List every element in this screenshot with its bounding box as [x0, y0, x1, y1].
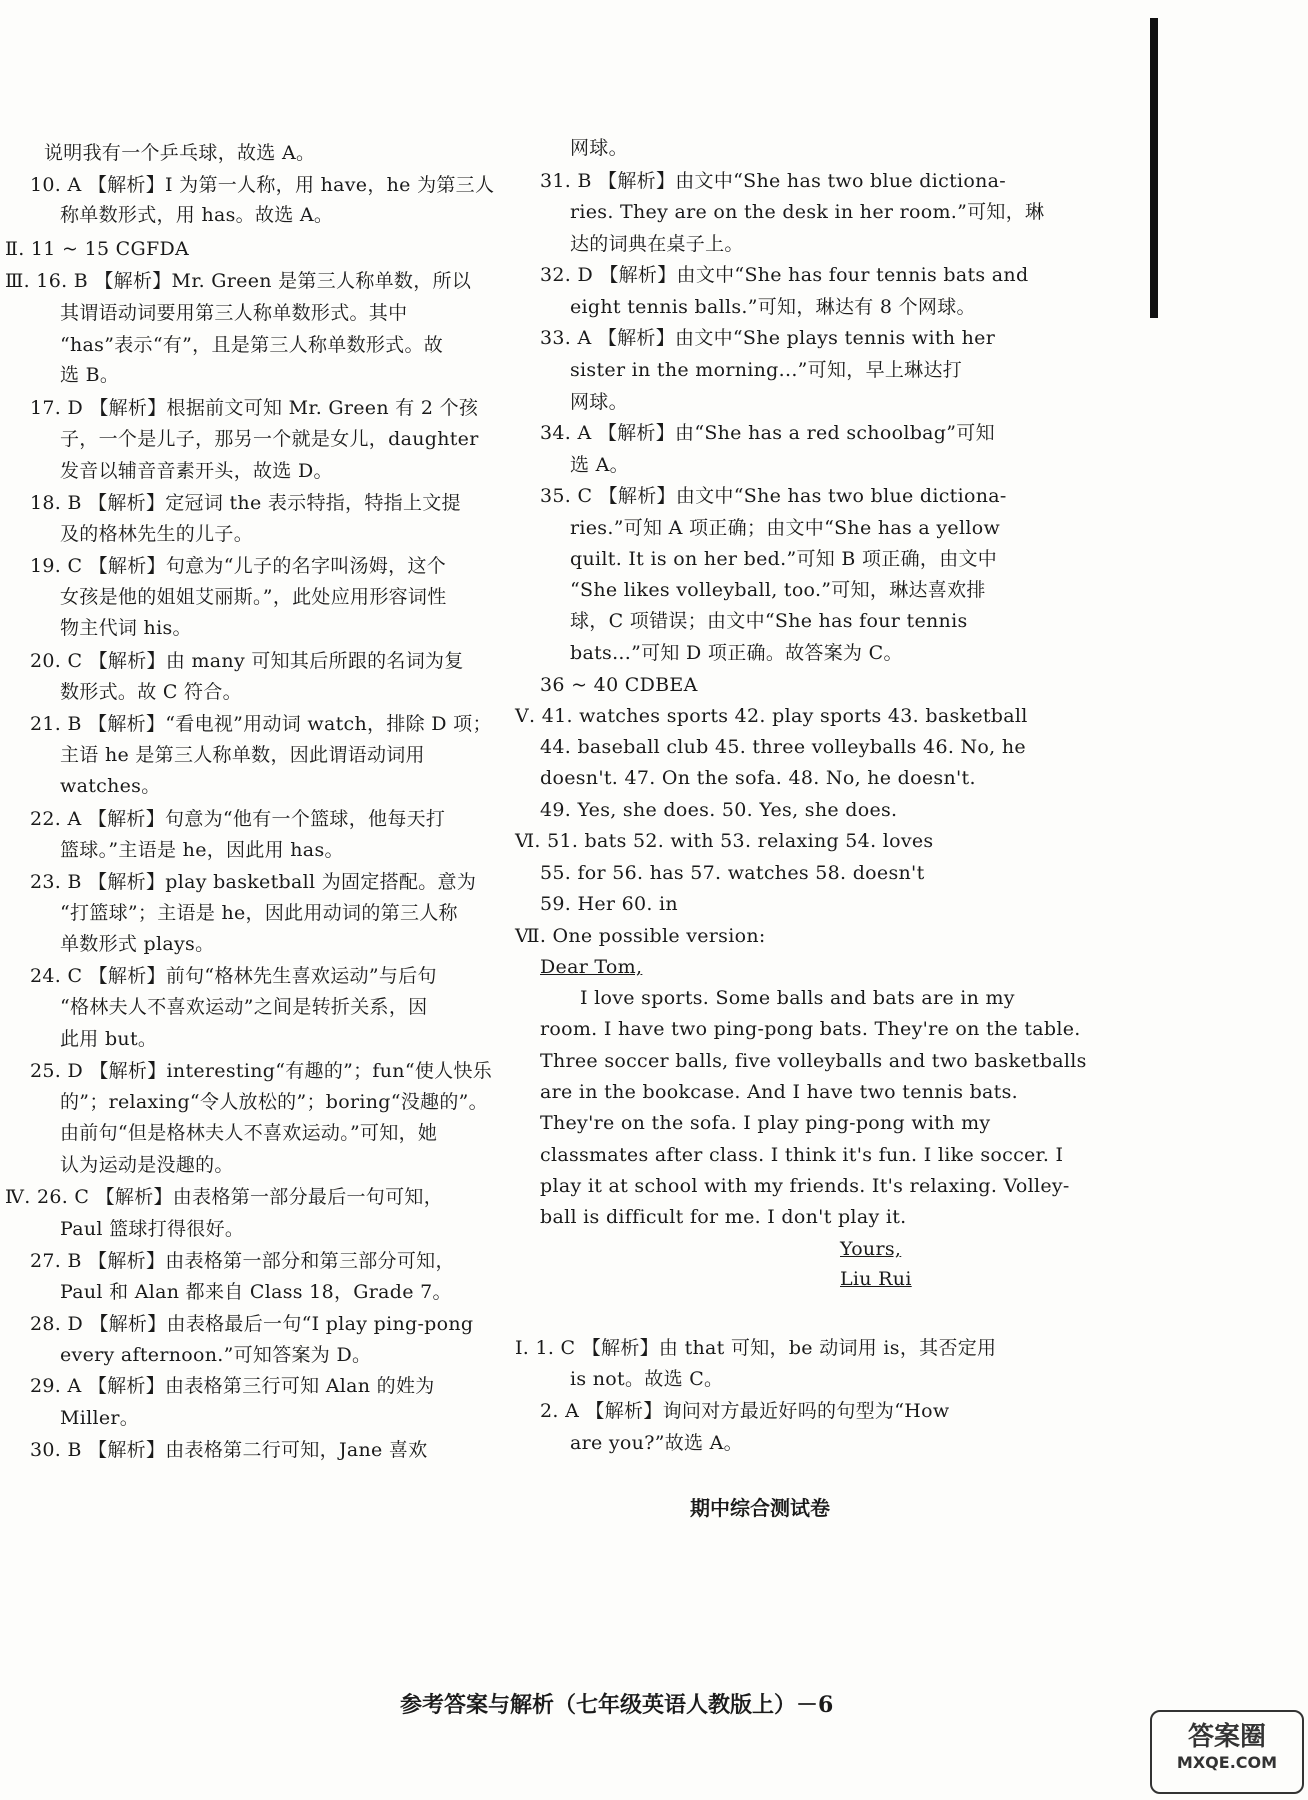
left-text-line: 29. A 【解析】由表格第三行可知 Alan 的姓为: [30, 1375, 435, 1397]
right-text-line: I love sports. Some balls and bats are in my: [580, 987, 1015, 1009]
left-text-line: 19. C 【解析】句意为“儿子的名字叫汤姆，这个: [30, 555, 447, 577]
right-text-line: 35. C 【解析】由文中“She has two blue dictiona-: [540, 485, 1007, 507]
right-text-line: doesn't. 47. On the sofa. 48. No, he doesn't.: [540, 767, 976, 789]
left-text-line: 28. D 【解析】由表格最后一句“I play ping-pong: [30, 1313, 474, 1335]
left-text-line: 单数形式 plays。: [60, 933, 215, 955]
edge-bar: [1150, 18, 1158, 318]
watermark-url: MXQE.COM: [1176, 1753, 1278, 1772]
left-text-line: 子，一个是儿子，那另一个就是女儿，daughter: [60, 428, 479, 450]
right-text-line: Liu Rui: [840, 1268, 912, 1290]
right-text-line: 选 A。: [570, 454, 629, 476]
right-text-line: room. I have two ping-pong bats. They're on the table.: [540, 1018, 1081, 1040]
left-text-line: “has”表示“有”，且是第三人称单数形式。故: [60, 334, 444, 356]
left-text-line: Miller。: [60, 1407, 140, 1429]
left-text-line: 篮球。”主语是 he，因此用 has。: [60, 839, 344, 861]
left-text-line: 此用 but。: [60, 1028, 158, 1050]
left-text-line: 18. B 【解析】定冠词 the 表示特指，特指上文提: [30, 492, 461, 514]
left-text-line: Ⅳ. 26. C 【解析】由表格第一部分最后一句可知，: [5, 1186, 443, 1208]
left-text-line: 20. C 【解析】由 many 可知其后所跟的名词为复: [30, 650, 464, 672]
page-footer: 参考答案与解析（七年级英语人教版上）－6: [400, 1692, 834, 1718]
right-text-line: classmates after class. I think it's fun. I like soccer. I: [540, 1144, 1064, 1166]
left-text-line: 的”；relaxing“令人放松的”；boring“没趣的”。: [60, 1091, 488, 1113]
right-text-line: 网球。: [570, 137, 628, 159]
left-text-line: 称单数形式，用 has。故选 A。: [60, 204, 334, 226]
left-text-line: Paul 篮球打得很好。: [60, 1218, 245, 1240]
right-text-line: They're on the sofa. I play ping-pong with my: [540, 1112, 991, 1134]
left-text-line: 及的格林先生的儿子。: [60, 523, 254, 545]
right-text-line-after: is not。故选 C。: [570, 1368, 724, 1390]
right-text-line: Ⅵ. 51. bats 52. with 53. relaxing 54. loves: [515, 830, 934, 852]
right-text-line-after: Ⅰ. 1. C 【解析】由 that 可知，be 动词用 is，其否定用: [515, 1337, 997, 1359]
left-text-line: watches。: [60, 775, 161, 797]
right-text-line: 34. A 【解析】由“She has a red schoolbag”可知: [540, 422, 995, 444]
left-text-line: 21. B 【解析】“看电视”用动词 watch，排除 D 项；: [30, 713, 492, 735]
right-text-line: 32. D 【解析】由文中“She has four tennis bats and: [540, 264, 1029, 286]
right-text-line: Ⅶ. One possible version:: [515, 925, 766, 947]
right-text-line: 55. for 56. has 57. watches 58. doesn't: [540, 862, 925, 884]
left-text-line: 27. B 【解析】由表格第一部分和第三部分可知，: [30, 1250, 455, 1272]
left-text-line: 24. C 【解析】前句“格林先生喜欢运动”与后句: [30, 965, 437, 987]
right-text-line: sister in the morning...”可知，早上琳达打: [570, 359, 963, 381]
right-text-line: ries. They are on the desk in her room.”可知，琳: [570, 201, 1045, 223]
right-text-line: eight tennis balls.”可知，琳达有 8 个网球。: [570, 296, 976, 318]
left-text-line: 30. B 【解析】由表格第二行可知，Jane 喜欢: [30, 1439, 428, 1461]
left-text-line: 17. D 【解析】根据前文可知 Mr. Green 有 2 个孩: [30, 397, 479, 419]
right-text-line: 36 ~ 40 CDBEA: [540, 674, 698, 696]
right-text-line: ries.”可知 A 项正确；由文中“She has a yellow: [570, 517, 1001, 539]
right-text-line: “She likes volleyball, too.”可知，琳达喜欢排: [570, 579, 986, 601]
watermark-logo: [1150, 1710, 1304, 1794]
left-text-line: Ⅲ. 16. B 【解析】Mr. Green 是第三人称单数，所以: [5, 270, 472, 292]
left-text-line: 25. D 【解析】interesting“有趣的”；fun“使人快乐: [30, 1060, 493, 1082]
right-text-line: 网球。: [570, 391, 628, 413]
watermark-text: 答案圈: [1187, 1722, 1266, 1752]
right-text-line: 达的词典在桌子上。: [570, 233, 744, 255]
right-text-line: Dear Tom,: [540, 956, 643, 978]
right-text-line: 49. Yes, she does. 50. Yes, she does.: [540, 799, 898, 821]
section-title: 期中综合测试卷: [690, 1496, 830, 1520]
left-text-line: 选 B。: [60, 364, 120, 386]
right-text-line: Three soccer balls, five volleyballs and two basketballs: [540, 1050, 1087, 1072]
left-text-line: 说明我有一个乒乓球，故选 A。: [44, 142, 316, 164]
right-text-line: 33. A 【解析】由文中“She plays tennis with her: [540, 327, 996, 349]
left-text-line: Paul 和 Alan 都来自 Class 18，Grade 7。: [60, 1281, 452, 1303]
right-text-line: quilt. It is on her bed.”可知 B 项正确，由文中: [570, 548, 998, 570]
left-text-line: 数形式。故 C 符合。: [60, 681, 242, 703]
left-text-line: 女孩是他的姐姐艾丽斯。”，此处应用形容词性: [60, 586, 447, 608]
left-text-line: 主语 he 是第三人称单数，因此谓语动词用: [60, 744, 425, 766]
right-text-line: Ⅴ. 41. watches sports 42. play sports 43. basketball: [515, 705, 1028, 727]
left-text-line: “格林夫人不喜欢运动”之间是转折关系，因: [60, 996, 428, 1018]
left-text-line: every afternoon.”可知答案为 D。: [60, 1344, 372, 1366]
right-text-line-after: are you?”故选 A。: [570, 1432, 743, 1454]
right-text-line: bats...”可知 D 项正确。故答案为 C。: [570, 642, 903, 664]
left-text-line: 10. A 【解析】I 为第一人称，用 have，he 为第三人: [30, 174, 495, 196]
right-text-line: 59. Her 60. in: [540, 893, 678, 915]
right-text-line: Yours,: [840, 1238, 902, 1260]
left-text-line: 物主代词 his。: [60, 617, 192, 639]
right-text-line: are in the bookcase. And I have two tennis bats.: [540, 1081, 1018, 1103]
left-text-line: 其谓语动词要用第三人称单数形式。其中: [60, 302, 408, 324]
right-text-line: play it at school with my friends. It's relaxing. Volley-: [540, 1175, 1070, 1197]
left-text-line: “打篮球”；主语是 he，因此用动词的第三人称: [60, 902, 458, 924]
left-text-line: 23. B 【解析】play basketball 为固定搭配。意为: [30, 871, 477, 893]
right-text-line: ball is difficult for me. I don't play it.: [540, 1206, 907, 1228]
left-text-line: 发音以辅音音素开头，故选 D。: [60, 460, 333, 482]
left-text-line: 22. A 【解析】句意为“他有一个篮球，他每天打: [30, 808, 446, 830]
left-text-line: 认为运动是没趣的。: [60, 1154, 234, 1176]
left-text-line: Ⅱ. 11 ~ 15 CGFDA: [5, 238, 190, 260]
right-text-line: 球，C 项错误；由文中“She has four tennis: [570, 610, 968, 632]
left-text-line: 由前句“但是格林夫人不喜欢运动。”可知，她: [60, 1122, 438, 1144]
right-text-line: 31. B 【解析】由文中“She has two blue dictiona-: [540, 170, 1007, 192]
right-text-line: 44. baseball club 45. three volleyballs 46. No, he: [540, 736, 1026, 758]
right-text-line-after: 2. A 【解析】询问对方最近好吗的句型为“How: [540, 1400, 950, 1422]
